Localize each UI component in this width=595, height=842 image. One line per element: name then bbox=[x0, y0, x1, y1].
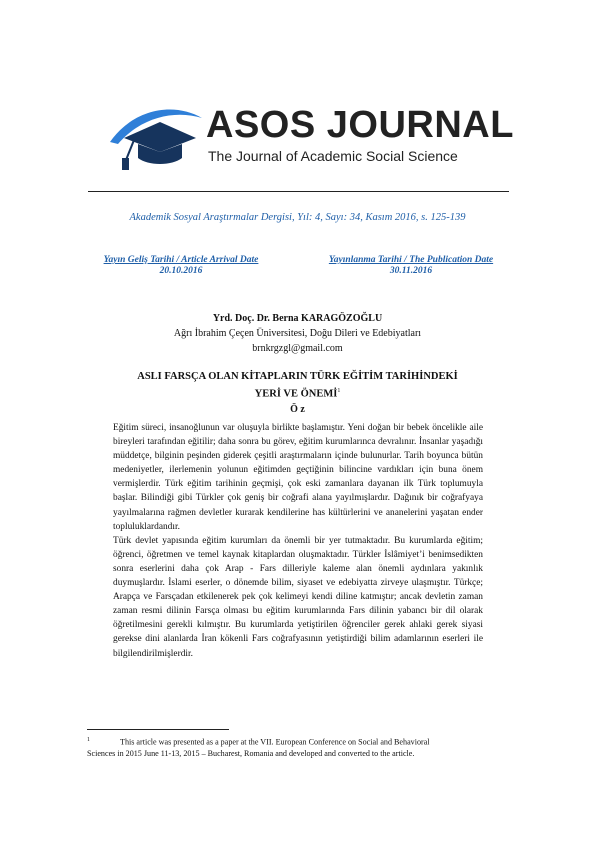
title-footnote-ref: 1 bbox=[337, 388, 341, 394]
arrival-date-label: Yayın Geliş Tarihi / Article Arrival Date bbox=[103, 255, 259, 265]
abstract-heading: Ö z bbox=[290, 404, 305, 415]
arrival-date-block bbox=[86, 255, 276, 276]
publication-date-label: Yayınlanma Tarihi / The Publication Date bbox=[328, 255, 494, 265]
footnote bbox=[87, 735, 507, 759]
journal-logo bbox=[104, 98, 514, 178]
abstract-paragraph: Eğitim süreci, insanoğlunun var oluşuyla birlikte başlamıştır. Yeni doğan bir bebek öncelikle aile bireyleri tarafından eğitilir; daha sonra bu görev, eğitim kurumlarınca devralınır. İnsanlar yaşadığı müddetçe, bilginin peşinden giderek çeşitli araştırmaların içinde bulunurlar. Tarih boyunca bütün medeniyetler, ilerlemenin yolunun eğitimden geçtiğinin bilincine vardıkları için buna önem vermişlerdir. Türk eğitim tarihinin geçmişi, çok eski zamanlara dayanan ilk Türk toplumuyla başlar. Bilindiği gibi Türkler çok geniş bir coğrafi alana yayılmışlardır. Dağınık bir coğrafyaya yayılmalarına rağmen devletler kurarak kendilerine has kültürlerini ve ananelerini yaşatan ender topluluklardandır. bbox=[113, 423, 483, 532]
author-block bbox=[0, 311, 595, 356]
footnote-line2: Sciences in 2015 June 11-13, 2015 – Bucharest, Romania and developed and converted to the article. bbox=[87, 748, 415, 758]
article-title-line1: ASLI FARSÇA OLAN KİTAPLARIN TÜRK EĞİTİM TARİHİNDEKİ bbox=[137, 371, 458, 382]
article-title bbox=[0, 369, 595, 402]
graduation-cap-icon bbox=[104, 98, 204, 176]
arrival-date-value: 20.10.2016 bbox=[159, 266, 203, 276]
abstract-body bbox=[113, 421, 483, 661]
article-title-line2: YERİ VE ÖNEMİ bbox=[254, 388, 338, 400]
publication-date-value: 30.11.2016 bbox=[389, 266, 433, 276]
logo-title: ASOS JOURNAL bbox=[206, 104, 514, 146]
journal-citation: Akademik Sosyal Araştırmalar Dergisi, Yıl: 4, Sayı: 34, Kasım 2016, s. 125-139 bbox=[129, 212, 466, 223]
author-affiliation: Ağrı İbrahim Çeçen Üniversitesi, Doğu Dileri ve Edebiyatları bbox=[173, 328, 422, 339]
footnote-number: 1 bbox=[87, 737, 90, 743]
footnote-line1: This article was presented as a paper at the VII. European Conference on Social and Behavioral bbox=[120, 737, 430, 747]
footnote-divider bbox=[87, 729, 229, 730]
publication-date-block bbox=[316, 255, 506, 276]
author-name: Yrd. Doç. Dr. Berna KARAGÖZOĞLU bbox=[212, 313, 383, 324]
abstract-paragraph: Türk devlet yapısında eğitim kurumları da önemli bir yer tutmaktadır. Bu kurumlarda eğitim; öğrenci, öğretmen ve temel kaynak kitaplardan oluşmaktadır. Türkler İslâmiyet’i benimsedikten sonra eserlerini daha çok Arap - Fars dilleriyle kaleme alan önemli aydınlara yakınlık duymuşlardır. İslami eserler, o dönemde bilim, siyaset ve edebiyatta zirveye ulaşmıştır. Türkçe; Arapça ve Farsçadan etkilenerek pek çok kelimeyi kendi diline katmıştır; ancak devletin zaman zaman resmi dilinin Farsça olması bu eğitim kurumlarında Fars dilinin yabancı bir dil olarak öğretilmesini gerekli kılmıştır. Bu kurumlarda yetiştirilen öğrenciler gerek ahlaki gerek siyasi gerekse dini alanlarda İran kökenli Fars coğrafyasının yetiştirdiği bilim adamlarının eserleri ile bilgilendirilmişlerdir. bbox=[113, 535, 483, 659]
author-email: brnkrgzgl@gmail.com bbox=[252, 343, 343, 354]
header-divider bbox=[88, 191, 509, 192]
logo-subtitle: The Journal of Academic Social Science bbox=[208, 148, 458, 164]
